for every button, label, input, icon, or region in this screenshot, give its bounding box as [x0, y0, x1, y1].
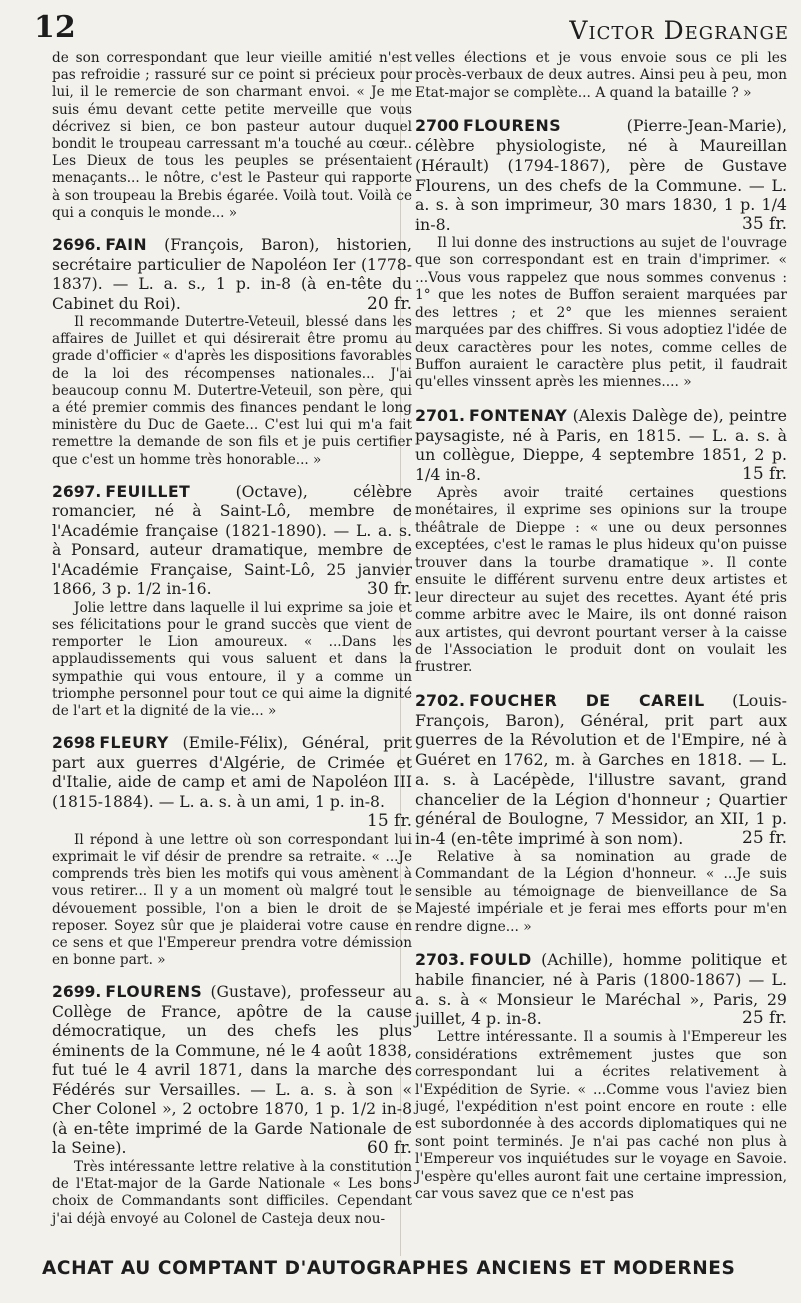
entry-name: FOULD — [468, 950, 532, 970]
entry-price: 30 fr. — [367, 579, 412, 600]
entry-name: FLOURENS — [462, 116, 562, 136]
entry-name: FLEURY — [99, 734, 169, 753]
entry-number: 2703. — [415, 950, 465, 970]
entry-name: FAIN — [105, 236, 148, 255]
entry-price: 35 fr. — [742, 214, 787, 235]
right-column — [415, 50, 787, 1218]
entry-body: Lettre intéressante. Il a soumis à l'Empereur les considérations extrêmement justes que son correspondant lui a écrites relativement à l'Expédition de Syrie. « ...Comme vous l'aviez bien jugé, l'expédition n'est point encore en route : elle est subordonnée à des accords diplomatiques qui ne sont point terminés. Je n'ai pas caché non plus à l'Empereur vos inquiétudes sur le voyage en Savoie. J'espère qu'elles auront fait une certaine impression, car vous savez que ce n'est pas — [415, 1029, 787, 1203]
entry-description: (Gustave), professeur au Collège de France, apôtre de la cause démocratique, un des chefs les plus éminents de la Commune, né le 4 août 1838, fut tué le 4 avril 1871, dans la marche des Fédérés sur Versailles. — L. a. s. à son « Cher Colonel », 2 octobre 1870, 1 p. 1/2 in-8 (à en-tête imprimé de la Garde Nationale de la Seine). — [52, 983, 412, 1158]
entry-heading — [415, 691, 787, 849]
entry-description: (Octave), célèbre romancier, né à Saint-Lô, membre de l'Académie française (1821-1890). — L. a. s. à Ponsard, auteur dramatique, membre de l'Académie Française, Saint-Lô, 25 janvier 1866, 3 p. 1/2 in-16. — [52, 482, 412, 599]
entry-name: FOUCHER DE CAREIL — [468, 690, 705, 710]
catalogue-entry — [52, 483, 412, 720]
entry-body: Il lui donne des instructions au sujet de l'ouvrage que son correspondant est en train d'imprimer. « ...Vous vous rappelez que nous sommes convenus : 1° que les notes de Buffon seraient marquées par des lettres ; et 2° que les miennes seraient marquées par des chiffres. Si vous adoptiez l'idée de deux caractères pour les notes, comme celles de Buffon auraient le caractère plus petit, il faudrait qu'elles vinssent après les miennes.... » — [415, 234, 787, 391]
continuation-text: velles élections et je vous envoie sous ce pli les procès-verbaux de deux autres. Ainsi peu à peu, mon Etat-major se complète... A quand la bataille ? » — [415, 50, 787, 101]
catalogue-entry — [415, 116, 787, 392]
catalogue-entry — [52, 236, 412, 469]
entry-body: Relative à sa nomination au grade de Commandant de la Légion d'honneur. « ...Je suis sensible au témoignage de bienveillance de Sa Majesté impériale et je ferai mes efforts pour m'en rendre digne... » — [415, 848, 787, 935]
entry-heading — [415, 406, 787, 485]
page-header — [0, 8, 801, 48]
catalogue-entry — [415, 950, 787, 1204]
catalogue-entry — [415, 691, 787, 936]
entry-price: 60 fr. — [367, 1138, 412, 1159]
entry-body: Jolie lettre dans laquelle il lui exprime sa joie et ses félicitations pour le grand succès que vient de remporter le Lion amoureux. « ...Dans les applaudissements qui vous saluent et dans la sympathie qui vous entoure, il y a comme un triomphe personnel pour tout ce qui aime la dignité de l'art et la dignité de la vie... » — [52, 599, 412, 720]
entry-body: Après avoir traité certaines questions monétaires, il exprime ses opinions sur la troupe théâtrale de Dieppe : « une ou deux personnes exceptées, c'est le ramas le plus hideux qu'on puisse trouver dans la tourbe dramatique ». Il conte ensuite le différent survenu entre deux artistes et leur directeur au sujet des recettes. Ayant été pris comme arbitre avec le Maire, ils ont donné raison aux artistes, qui devront pourtant verser à la caisse de l'Association le produit dont on voulait les frustrer. — [415, 484, 787, 676]
right-continuation — [415, 50, 787, 102]
entry-heading — [52, 983, 412, 1159]
catalogue-entry — [52, 983, 412, 1227]
entry-number: 2697. — [52, 482, 102, 501]
intro-text: de son correspondant que leur vieille amitié n'est pas refroidie ; rassuré sur ce point si précieux pour lui, il le remercie de son charmant envoi. « Je me suis ému devant cette petite merveille que vous décrivez si bien, ce bon pasteur autour duquel bondit le troupeau carressant m'a touché au cœur.. Les Dieux de tous les peuples se présentaient menaçants... le nôtre, c'est le Pasteur qui rapporte à son troupeau la Brebis égarée. Voilà tout. Voilà ce qui a conquis le monde... » — [52, 50, 412, 221]
entry-description: (Pierre-Jean-Marie), célèbre physiologiste, né à Maureillan (Hérault) (1794-1867), père de Gustave Flourens, un des chefs de la Commune. — L. a. s. à son imprimeur, 30 mars 1830, 1 p. 1/4 in-8. — [415, 116, 787, 235]
catalogue-entry — [52, 734, 412, 969]
entry-name: FLOURENS — [105, 983, 203, 1002]
entry-heading — [415, 950, 787, 1029]
entry-description: (Emile-Félix), Général, prit part aux guerres d'Algérie, de Crimée et d'Italie, aide de camp et ami de Napoléon III (1815-1884). — L. a. s. à un ami, 1 p. in-8. — [52, 734, 412, 811]
entry-number: 2701. — [415, 405, 465, 425]
entry-price: 25 fr. — [742, 828, 787, 849]
catalogue-author: Victor Degrange — [569, 16, 789, 45]
entry-price: 20 fr. — [367, 293, 412, 314]
entry-number: 2702. — [415, 690, 465, 710]
entry-number: 2700 — [415, 116, 459, 136]
entry-name: FEUILLET — [105, 482, 191, 501]
entry-body: Il recommande Dutertre-Veteuil, blessé dans les affaires de Juillet et qui désirerait être promu au grade d'officier « d'après les dispositions favorables de la loi des récompenses nationales... J'ai beaucoup connu M. Dutertre-Veteuil, son père, qui a été premier commis des finances pendant le long ministère du Duc de Gaete... C'est lui qui m'a fait remettre la demande de son fils et je puis certifier que c'est un homme très honorable... » — [52, 314, 412, 468]
entry-price: 25 fr. — [742, 1008, 787, 1029]
entry-description: (François, Baron), historien, secrétaire particulier de Napoléon Ier (1778-1837). — L. a. s., 1 p. in-8 (à en-tête du Cabinet du Roi). — [52, 236, 412, 313]
entry-body: Il répond à une lettre où son correspondant lui exprimait le vif désir de prendre sa retraite. « ...Je comprends très bien les motifs qui vous amènent à vous retirer... Il y a un moment où malgré tout le dévouement possible, l'on a bien le droit de se reposer. Soyez sûr que je plaiderai votre cause en ce sens et que l'Empereur prendra votre démission en bonne part. » — [52, 831, 412, 969]
entry-number: 2699. — [52, 983, 102, 1002]
entry-price: 15 fr. — [742, 464, 787, 485]
entry-body: Très intéressante lettre relative à la constitution de l'Etat-major de la Garde Nationale « Les bons choix de Commandants sont difficiles. Cependant j'ai déjà envoyé au Colonel de Casteja deux nou- — [52, 1158, 412, 1227]
entry-heading — [415, 116, 787, 235]
entry-number: 2698 — [52, 734, 96, 753]
entry-description: (Achille), homme politique et habile financier, né à Paris (1800-1867) — L. a. s. à « Monsieur le Maréchal », Paris, 29 juillet, 4 p. in-8. — [415, 950, 787, 1029]
entry-price: 15 fr. — [367, 811, 412, 832]
entry-number: 2696. — [52, 236, 102, 255]
entry-heading — [52, 236, 412, 314]
entry-heading — [52, 483, 412, 600]
left-column — [52, 50, 412, 1242]
page-footer: ACHAT AU COMPTANT D'AUTOGRAPHES ANCIENS ET MODERNES — [42, 1258, 736, 1279]
page-number: 12 — [34, 10, 76, 45]
entry-description: (Alexis Dalège de), peintre paysagiste, né à Paris, en 1815. — L. a. s. à un collègue, Dieppe, 4 septembre 1851, 2 p. 1/4 in-8. — [415, 405, 787, 485]
entry-heading — [52, 734, 412, 832]
intro-continuation — [52, 50, 412, 222]
entry-description: (Louis-François, Baron), Général, prit part aux guerres de la Révolution et de l'Empire, né à Guéret en 1762, m. à Garches en 1818. — L. a. s. à Lacépède, l'illustre savant, grand chancelier de la Légion d'honneur ; Quartier général de Boulogne, 7 Messidor, an XII, 1 p. in-4 (en-tête imprimé à son nom). — [415, 690, 787, 849]
catalogue-entry — [415, 406, 787, 677]
entry-name: FONTENAY — [468, 405, 568, 425]
